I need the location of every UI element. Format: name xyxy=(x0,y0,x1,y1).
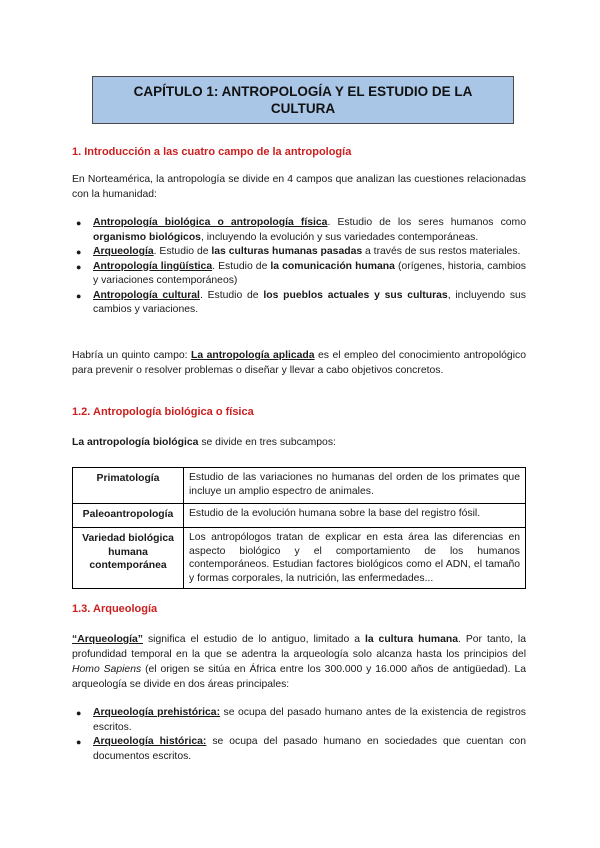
bullet-icon: ● xyxy=(76,737,82,747)
table-row xyxy=(73,528,526,589)
table-row xyxy=(73,504,526,528)
chapter-title-box xyxy=(92,76,514,124)
bullet-icon: ● xyxy=(76,290,82,301)
archaeology-paragraph: “Arqueología” significa el estudio de lo antiguo, limitado a la cultura humana. Por tanto, la profundidad temporal en la que se adentra la arqueología solo alcanza hasta los principios del Homo Sapiens (el origen se sitúa en África entre los 300.000 y 16.000 años de antigüedad). La arqueología se divide en dos áreas principales: xyxy=(72,634,526,690)
table-cell-desc: Los antropólogos tratan de explicar en esta área las diferencias en aspecto biológico y el comportamiento de los humanos contemporáneos. Estudian factores biológicos como el ADN, el tamaño y formas corporales, la nutrición, las enfermedades... xyxy=(184,528,526,589)
list-item: ● Arqueología histórica: se ocupa del pasado humano en sociedades que cuentan con documentos escritos. xyxy=(76,736,526,762)
table-cell-desc: Estudio de la evolución humana sobre la base del registro fósil. xyxy=(184,504,526,528)
list-item: ● Antropología cultural. Estudio de los pueblos actuales y sus culturas, incluyendo sus cambios y variaciones. xyxy=(76,289,526,315)
table-row xyxy=(73,468,526,504)
bullet-icon: ● xyxy=(76,261,82,272)
list-item: ● Arqueología prehistórica: se ocupa del pasado humano antes de la existencia de registros escritos. xyxy=(76,707,526,733)
list-item: ● Antropología lingüística. Estudio de la comunicación humana (orígenes, historia, cambios y variaciones contemporáneos) xyxy=(76,260,527,286)
bullet-icon: ● xyxy=(76,218,82,228)
section2-intro: La antropología biológica se divide en tres subcampos: xyxy=(72,437,336,448)
archaeology-areas-list xyxy=(72,706,526,764)
subfields-table xyxy=(72,467,526,589)
section-heading-3: 1.3. Arqueología xyxy=(72,603,158,615)
table-cell-label: Paleoantropología xyxy=(73,504,184,528)
list-item: ● Antropología biológica o antropología física. Estudio de los seres humanos como organismo biológicos, incluyendo la evolución y sus variedades contemporáneas. xyxy=(76,217,526,243)
section-heading-1: 1. Introducción a las cuatro campo de la antropología xyxy=(72,146,352,158)
bullet-icon: ● xyxy=(76,247,82,257)
table-cell-label: Primatología xyxy=(73,468,184,504)
list-item: ● Arqueología. Estudio de las culturas humanas pasadas a través de sus restos materiales. xyxy=(72,245,526,260)
section-heading-2: 1.2. Antropología biológica o física xyxy=(72,406,254,418)
anthropology-fields-list xyxy=(72,216,526,318)
chapter-title: CAPÍTULO 1: ANTROPOLOGÍA Y EL ESTUDIO DE LA CULTURA xyxy=(133,84,473,116)
table-cell-desc: Estudio de las variaciones no humanas del orden de los primates que incluye un amplio espectro de animales. xyxy=(184,468,526,504)
bullet-icon: ● xyxy=(76,708,82,718)
section1-intro: En Norteamérica, la antropología se divide en 4 campos que analizan las cuestiones relacionadas con la humanidad: xyxy=(72,174,526,200)
applied-anthropology-paragraph: Habría un quinto campo: La antropología aplicada es el empleo del conocimiento antropológico para prevenir o resolver problemas o diseñar y llevar a cabo objetivos concretos. xyxy=(72,350,526,376)
table-cell-label: Variedad biológica humana contemporánea xyxy=(73,528,184,589)
